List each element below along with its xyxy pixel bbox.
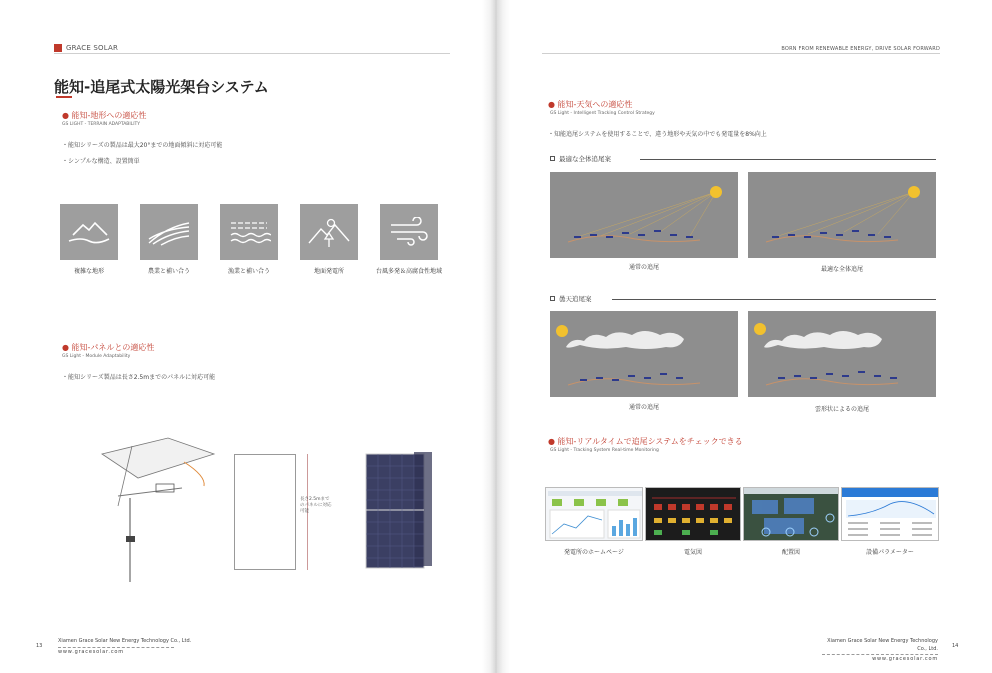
caption-optimal-tracking: 最適な全体追尾 (820, 266, 863, 273)
module-bullet-1: ・能知シリーズ製品は長さ2.5mまでのパネルに対応可能 (62, 374, 216, 381)
brand-logo-icon (54, 44, 62, 52)
tile-ground-plant (300, 204, 358, 260)
square-bullet-icon (550, 296, 555, 301)
caption-layout-map: 配置図 (781, 549, 800, 556)
tile-label-complex-terrain: 複雑な地形 (73, 268, 104, 275)
tracker-mount-illustration (88, 436, 218, 584)
terrain-bullet-2: ・シンプルな構造、設置簡単 (62, 158, 140, 165)
right-footer-company: Xiamen Grace Solar New Energy Technology Co., Ltd. (827, 638, 938, 652)
electrical-thumbnail (646, 488, 741, 541)
left-footer-divider (58, 647, 174, 648)
caption-device-parameters: 設備パラメーター (866, 549, 914, 556)
header-rule-right (542, 53, 940, 54)
tile-typhoon (380, 204, 438, 260)
overall-tracking-title: 最適な全体追尾案 (559, 155, 611, 163)
monitoring-section-heading: ● 能知-リアルタイムで追尾システムをチェックできる (548, 437, 743, 446)
caption-normal-tracking-1: 通常の追尾 (628, 264, 659, 271)
tile-label-ground-plant: 地面発電所 (313, 268, 344, 275)
monitoring-section-subtitle: GS Light - Tracking System Real-time Monitoring (550, 448, 659, 453)
left-page-number: 13 (36, 643, 43, 649)
left-footer (58, 638, 191, 656)
brand-name: GRACE SOLAR (66, 44, 119, 52)
layout-map-thumbnail (744, 488, 839, 541)
caption-cloud-shape-tracking: 雲形状によるの追尾 (814, 406, 869, 413)
header-rule-left (54, 53, 450, 54)
screen-device-parameters (841, 487, 939, 541)
screen-layout-map (743, 487, 839, 541)
parameters-thumbnail (842, 488, 939, 541)
module-section-heading: ● 能知-パネルとの適応性 (62, 343, 155, 352)
fishery-water-icon (227, 217, 271, 247)
brand-header (54, 44, 118, 52)
dimension-note-line-1: 長さ2.5mまで (300, 497, 330, 502)
module-section-subtitle: GS Light - Module Adaptability (62, 354, 131, 359)
optimal-tracking-scene (748, 172, 936, 258)
square-bullet-icon (550, 156, 555, 161)
cloudy-tracking-subhead (550, 294, 592, 303)
wind-icon (387, 217, 431, 247)
overall-tracking-subhead (550, 154, 611, 163)
subhead-rule-2 (612, 299, 936, 300)
title-accent-bar (56, 96, 72, 98)
left-footer-company: Xiamen Grace Solar New Energy Technology Co., Ltd. (58, 638, 192, 644)
weather-section-subtitle: GS Light - Intelligent Tracking Control Strategy (550, 111, 655, 116)
pv-module-image (364, 452, 434, 570)
screen-electrical-diagram (645, 487, 741, 541)
screen-plant-homepage (545, 487, 643, 541)
right-header-tagline: BORN FROM RENEWABLE ENERGY, DRIVE SOLAR FORWARD (781, 46, 940, 52)
terrain-section-subtitle: GS LIGHT - TERRAIN ADAPTABILITY (62, 122, 141, 127)
dimension-note (300, 497, 332, 515)
cloudy-tracking-title: 曇天追尾案 (559, 295, 592, 303)
dimension-note-line-2: のパネルに対応 (300, 503, 332, 509)
tile-complex-terrain (60, 204, 118, 260)
right-page-number: 14 (952, 643, 959, 649)
ground-plant-icon (307, 215, 351, 249)
weather-section-heading: ● 能知-天気への適応性 (548, 100, 633, 109)
left-footer-website: www.gracesolar.com (58, 648, 124, 655)
right-footer-website: www.gracesolar.com (872, 656, 938, 662)
weather-bullet-1: ・知能追尾システムを使用することで、違う地形や天気の中でも発電量を8%向上 (548, 131, 767, 138)
tile-label-typhoon: 台風多発＆高腐食性地域 (375, 268, 442, 275)
cloud-shape-tracking-scene (748, 311, 936, 397)
module-size-outline (234, 454, 296, 570)
caption-electrical-diagram: 電気図 (683, 549, 702, 556)
tile-label-agriculture: 農業と補い合う (147, 268, 190, 275)
cloudy-normal-tracking-scene (550, 311, 738, 397)
right-footer (818, 638, 938, 664)
page-title: 能知-追尾式太陽光架台システム (54, 78, 269, 96)
farm-field-icon (147, 217, 191, 247)
caption-normal-tracking-2: 通常の追尾 (628, 404, 659, 411)
caption-plant-homepage: 発電所のホームページ (564, 549, 624, 556)
terrain-section-heading: ● 能知-地形への適応性 (62, 111, 147, 120)
normal-tracking-scene (550, 172, 738, 258)
tile-agriculture (140, 204, 198, 260)
tile-label-fishery: 漁業と補い合う (227, 268, 270, 275)
terrain-bullet-1: ・能知シリーズの製品は最大20°までの地面傾斜に対応可能 (62, 142, 223, 149)
subhead-rule-1 (640, 159, 936, 160)
tile-fishery (220, 204, 278, 260)
right-footer-divider (822, 654, 938, 655)
dashboard-thumbnail (546, 488, 643, 541)
dimension-note-line-3: 可能 (300, 509, 309, 515)
mountain-terrain-icon (67, 217, 111, 247)
page-gutter (482, 0, 510, 673)
